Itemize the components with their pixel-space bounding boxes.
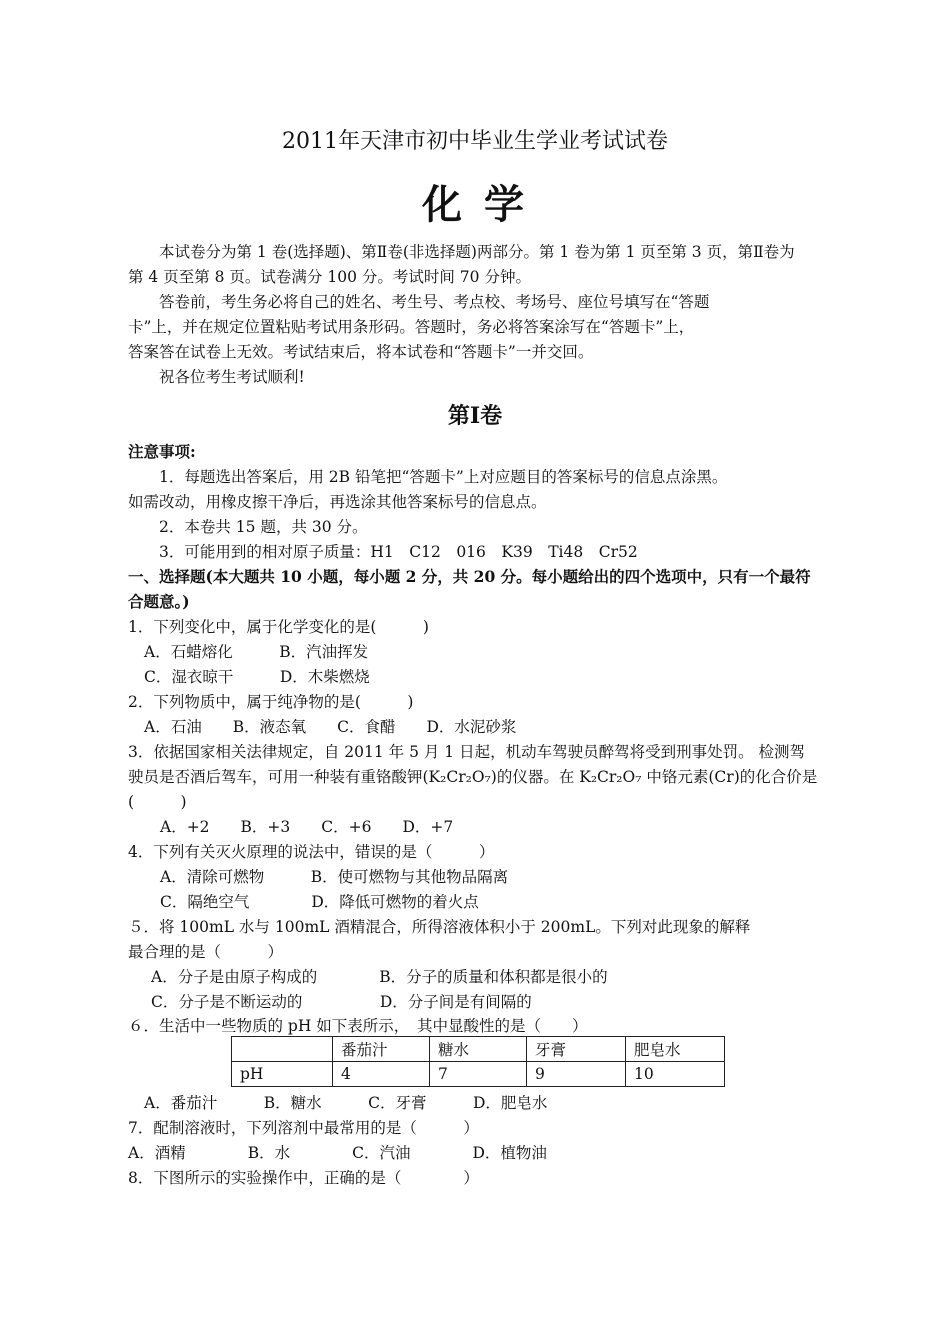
q3-line-2-part-a: 驶员是否酒后驾车，可用一种装有重铬酸钾(K — [128, 768, 441, 786]
q1-stem: 1．下列变化中，属于化学变化的是( ) — [128, 618, 429, 636]
section-heading-line-1: 一、选择题(本大题共 10 小题，每小题 2 分，共 20 分。每小题给出的四个选项中，只有一个最符 — [128, 567, 811, 586]
q5-options-row-1: A．分子是由原子构成的 B．分子的质量和体积都是很小的 — [151, 968, 608, 986]
q4-stem: 4．下列有关灭火原理的说法中，错误的是（ ） — [128, 843, 495, 861]
exam-title: 2011年天津市初中毕业生学业考试试卷 — [282, 129, 668, 154]
k2cr2o7-formula-rest-1: ₂Cr₂O₇ — [440, 768, 491, 786]
q5-line-1: ５．将 100mL 水与 100mL 酒精混合，所得溶液体积小于 200mL。下列对此现象的解释 — [128, 918, 751, 936]
q2-options: A．石油 B．液态氧 C．食醋 D．水泥砂浆 — [144, 718, 517, 736]
intro-line-2: 第 4 页至第 8 页。试卷满分 100 分。考试时间 70 分钟。 — [128, 268, 531, 286]
q6-stem: ６．生活中一些物质的 pH 如下表所示， 其中显酸性的是（ ） — [128, 1017, 588, 1035]
note-line-3: 2．本卷共 15 题，共 30 分。 — [159, 518, 368, 536]
table-cell: pH — [232, 1062, 333, 1087]
q7-stem: 7．配制溶液时，下列溶剂中最常用的是（ ） — [128, 1119, 479, 1137]
q2-stem: 2．下列物质中，属于纯净物的是( ) — [128, 693, 414, 711]
q3-line-2 — [128, 767, 817, 787]
intro-line-6: 祝各位考生考试顺利! — [159, 368, 305, 386]
notes-heading: 注意事项: — [128, 442, 196, 461]
table-cell: 4 — [333, 1062, 430, 1087]
table-header-row — [232, 1037, 725, 1062]
intro-line-3: 答卷前，考生务必将自己的姓名、考生号、考点校、考场号、座位号填写在“答题 — [159, 293, 710, 311]
q3-line-2-part-b: )的仪器。在 K — [490, 768, 591, 786]
ph-table — [231, 1036, 725, 1087]
note-line-2: 如需改动，用橡皮擦干净后，再选涂其他答案标号的信息点。 — [128, 493, 547, 511]
q4-options-row-1: A．清除可燃物 B．使可燃物与其他物品隔离 — [160, 868, 509, 886]
table-cell: 番茄汁 — [333, 1037, 430, 1062]
q4-options-row-2: C．隔绝空气 D．降低可燃物的着火点 — [160, 893, 479, 911]
q6-options: A．番茄汁 B．糖水 C．牙膏 D．肥皂水 — [144, 1094, 548, 1112]
section-heading-line-2: 合题意。) — [128, 592, 190, 611]
q3-line-1: 3．依据国家相关法律规定，自 2011 年 5 月 1 日起，机动车驾驶员醉驾将受到刑事处罚。 检测驾 — [128, 743, 806, 761]
q3-options: A．+2 B．+3 C．+6 D．+7 — [160, 818, 454, 836]
note-line-1: 1．每题选出答案后，用 2B 铅笔把“答题卡”上对应题目的答案标号的信息点涂黑。 — [159, 468, 728, 486]
table-cell: 9 — [527, 1062, 626, 1087]
q3-line-3: ( ) — [128, 793, 187, 811]
intro-line-5: 答案答在试卷上无效。考试结束后，将本试卷和“答题卡”一并交回。 — [128, 343, 594, 361]
table-row — [232, 1062, 725, 1087]
q5-line-2: 最合理的是（ ） — [128, 943, 284, 961]
k2cr2o7-formula-rest-2: ₂Cr₂O₇ — [590, 768, 647, 786]
note-line-4: 3．可能用到的相对原子质量：H1 C12 016 K39 Ti48 Cr52 — [159, 543, 638, 561]
table-cell — [232, 1037, 333, 1062]
table-cell: 10 — [626, 1062, 725, 1087]
q1-options-row-1: A．石蜡熔化 B．汽油挥发 — [144, 643, 369, 661]
table-cell: 肥皂水 — [626, 1037, 725, 1062]
q1-options-row-2: C．湿衣晾干 D．木柴燃烧 — [144, 668, 370, 686]
table-cell: 7 — [430, 1062, 527, 1087]
q5-options-row-2: C．分子是不断运动的 D．分子间是有间隔的 — [151, 993, 532, 1011]
table-cell: 糖水 — [430, 1037, 527, 1062]
volume-title: 第Ⅰ卷 — [447, 403, 503, 429]
intro-line-1: 本试卷分为第 1 卷(选择题)、第Ⅱ卷(非选择题)两部分。第 1 卷为第 1 页至第 3 页，第Ⅱ卷为 — [159, 243, 795, 261]
intro-line-4: 卡”上，并在规定位置粘贴考试用条形码。答题时，务必将答案涂写在“答题卡”上， — [128, 318, 695, 336]
table-cell: 牙膏 — [527, 1037, 626, 1062]
subject-title: 化 学 — [422, 181, 528, 228]
q3-line-2-part-c: 中铬元素(Cr)的化合价是 — [646, 768, 818, 786]
q8-stem: 8．下图所示的实验操作中，正确的是（ ） — [128, 1169, 479, 1187]
q7-options: A．酒精 B．水 C．汽油 D．植物油 — [128, 1144, 547, 1162]
